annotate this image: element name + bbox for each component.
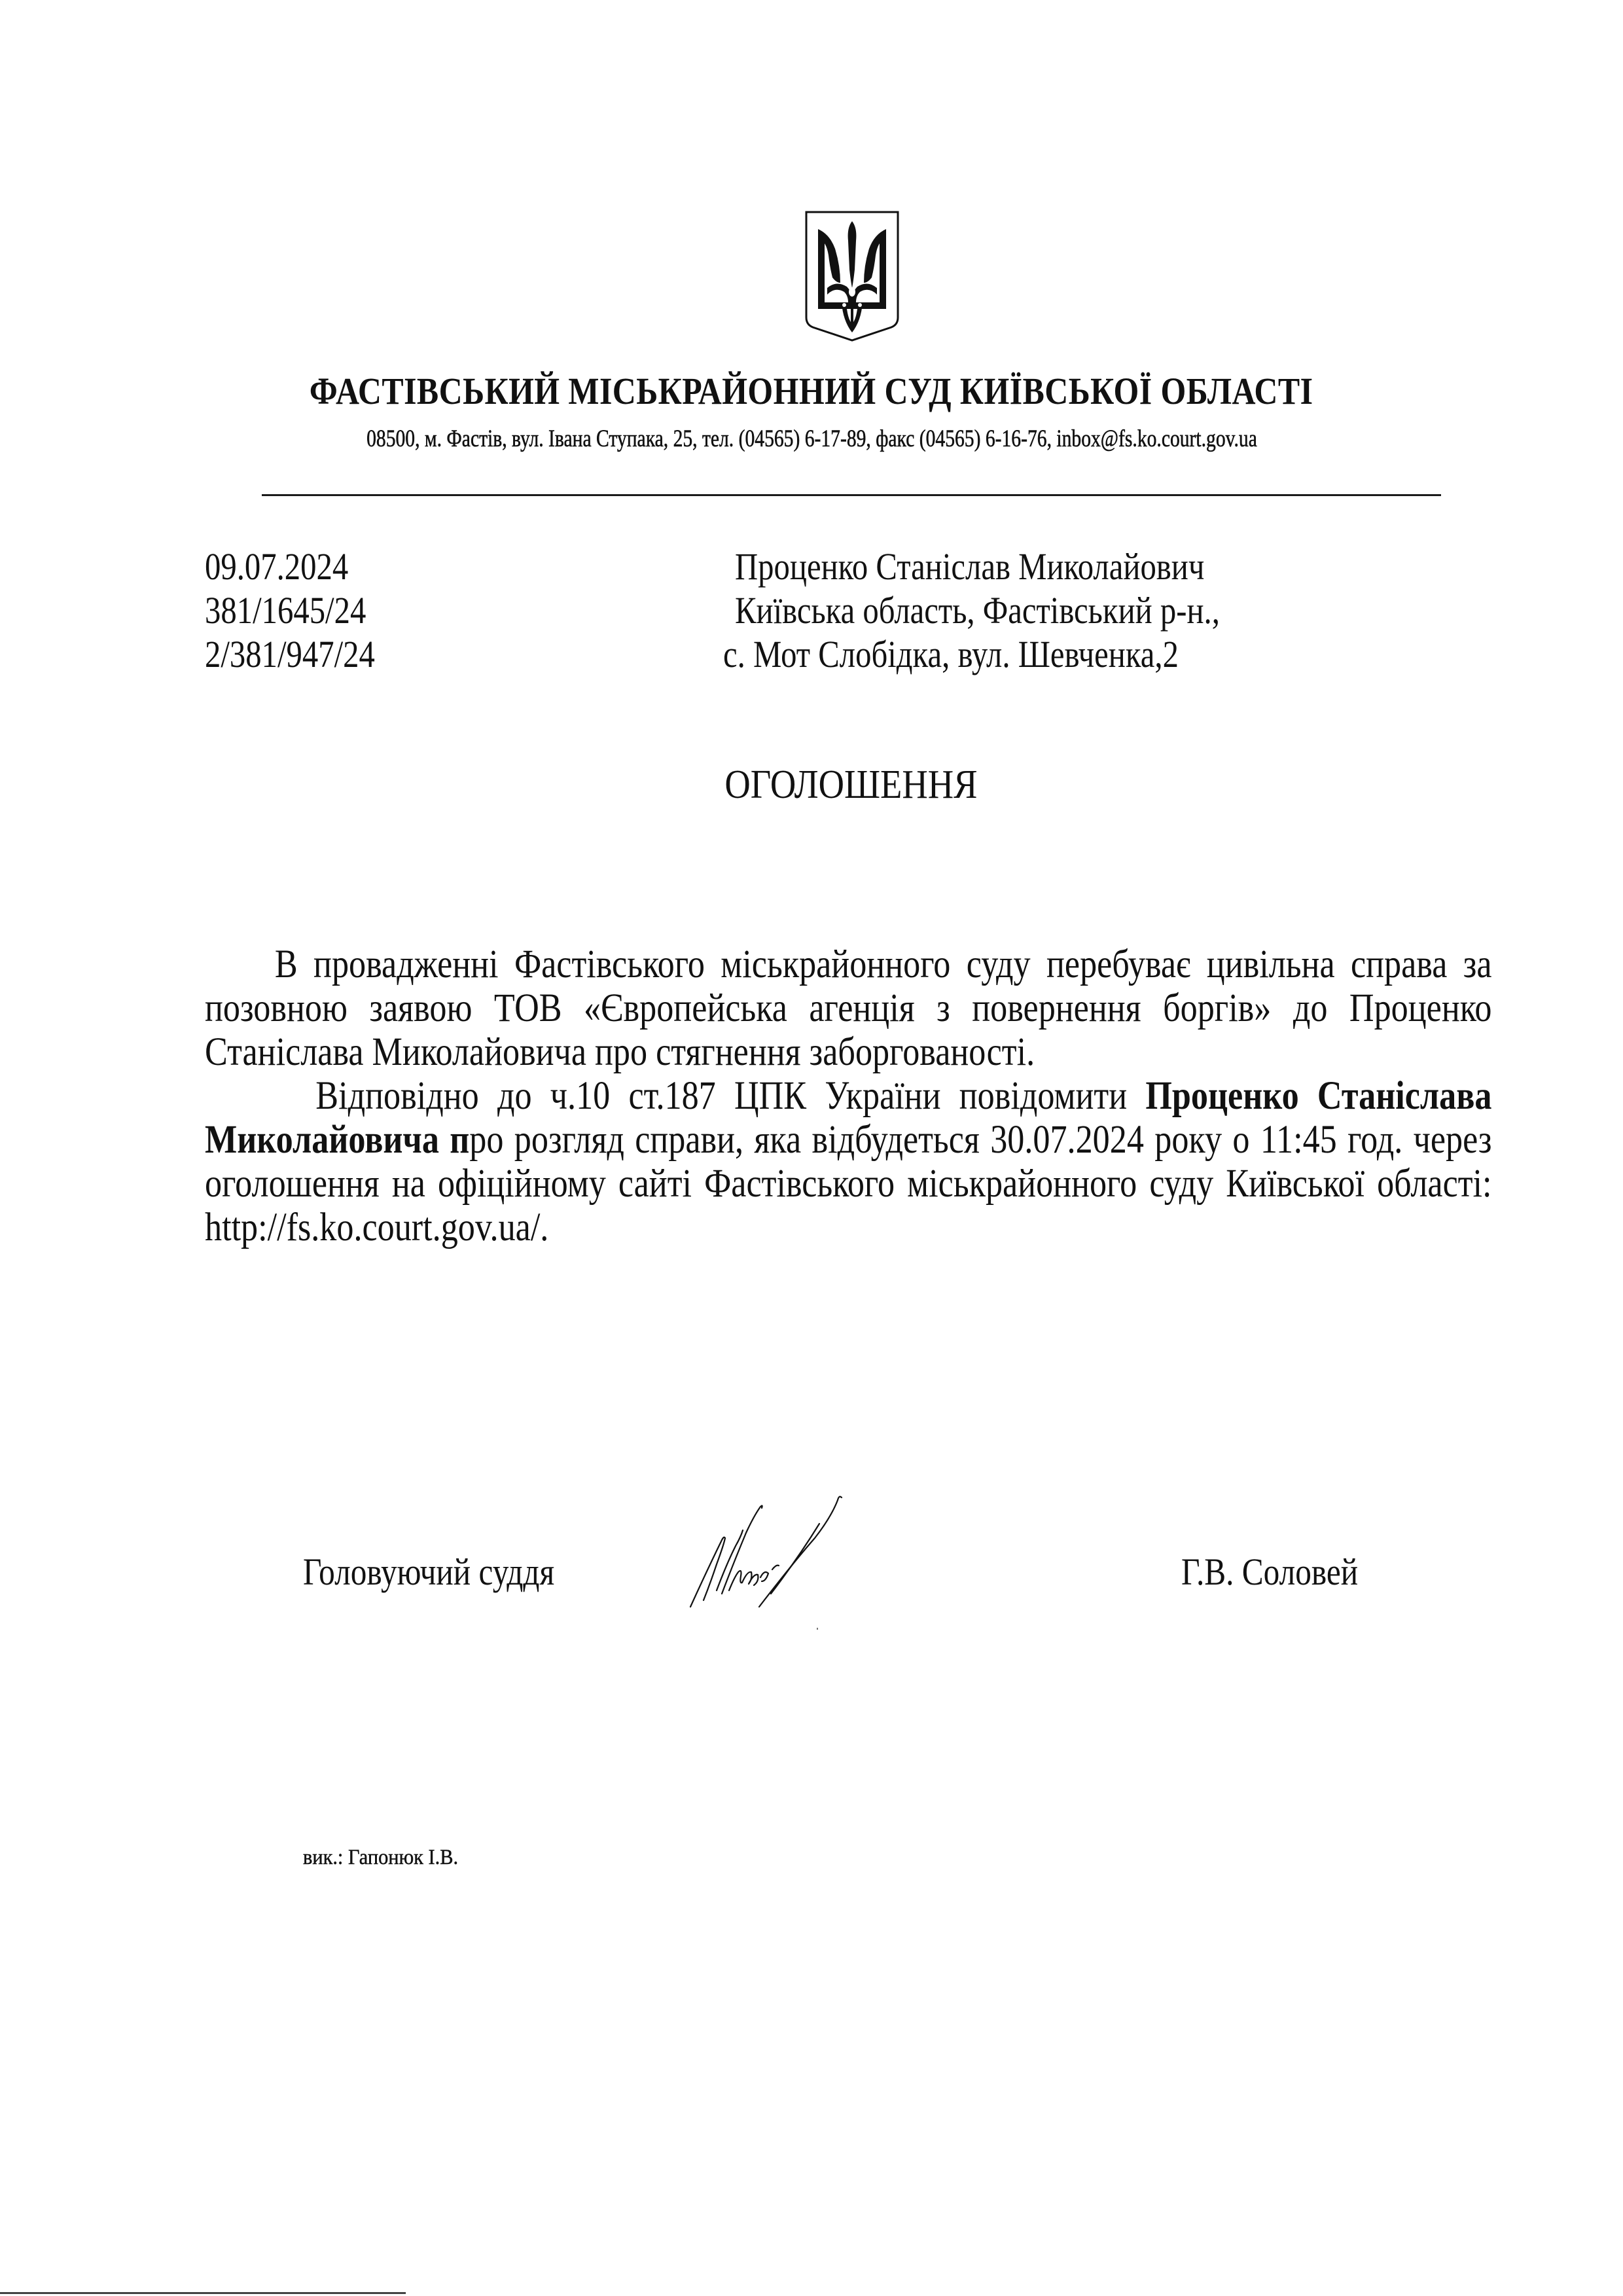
case-number: 2/381/947/24 — [205, 633, 375, 675]
court-name-heading — [0, 370, 1623, 412]
court-address — [0, 424, 1623, 454]
executor-note: вик.: Гапонюк І.В. — [303, 1846, 459, 1869]
scan-edge-artifact — [0, 2292, 406, 2294]
notice-body — [205, 942, 1492, 1249]
signatory-name: Г.В. Соловей — [1181, 1551, 1359, 1593]
defendant-name-bold: Проценко Станіслава Миколайовича п — [205, 1074, 1492, 1162]
document-meta — [205, 545, 407, 676]
header-divider — [262, 494, 1441, 496]
recipient-address: с. Мот Слобідка, вул. Шевченка,2 — [723, 633, 1179, 675]
paragraph-2-start: Відповідно до ч.10 ст.187 ЦПК України повідомити — [315, 1074, 1146, 1118]
paragraph-2-rest: ро розгляд справи, яка відбудеться 30.07.2024 року о 11:45 год. через оголошення на офіційному сайті Фастівського міськрайонного суду Київської області: http://fs.ko.court.gov.ua/. — [205, 1118, 1492, 1249]
paragraph-2 — [205, 1074, 1492, 1249]
signatory-role: Головуючий суддя — [303, 1551, 555, 1593]
signature-icon — [681, 1492, 1008, 1623]
recipient-block — [723, 545, 1312, 676]
court-address-text: 08500, м. Фастів, вул. Івана Ступака, 25, тел. (04565) 6-17-89, факс (04565) 6-16-76, inbox@fs.ko.court.gov.ua — [366, 425, 1257, 452]
court-name-text: ФАСТІВСЬКИЙ МІСЬКРАЙОННИЙ СУД КИЇВСЬКОЇ ОБЛАСТІ — [310, 370, 1313, 412]
scan-speck — [817, 1628, 818, 1630]
coat-of-arms-icon — [804, 209, 901, 343]
paragraph-1: В провадженні Фастівського міськрайонного суду перебуває цивільна справа за позовною заявою ТОВ «Європейська агенція з повернення боргів» до Проценко Станіслава Миколайовича про стягнення заборгованості. — [205, 942, 1492, 1074]
recipient-name: Проценко Станіслав Миколайович — [735, 545, 1205, 588]
notice-title — [0, 762, 1623, 808]
outgoing-number: 381/1645/24 — [205, 589, 366, 632]
notice-title-text: ОГОЛОШЕННЯ — [724, 762, 978, 807]
recipient-region: Київська область, Фастівський р-н., — [735, 589, 1220, 632]
document-date: 09.07.2024 — [205, 545, 349, 588]
